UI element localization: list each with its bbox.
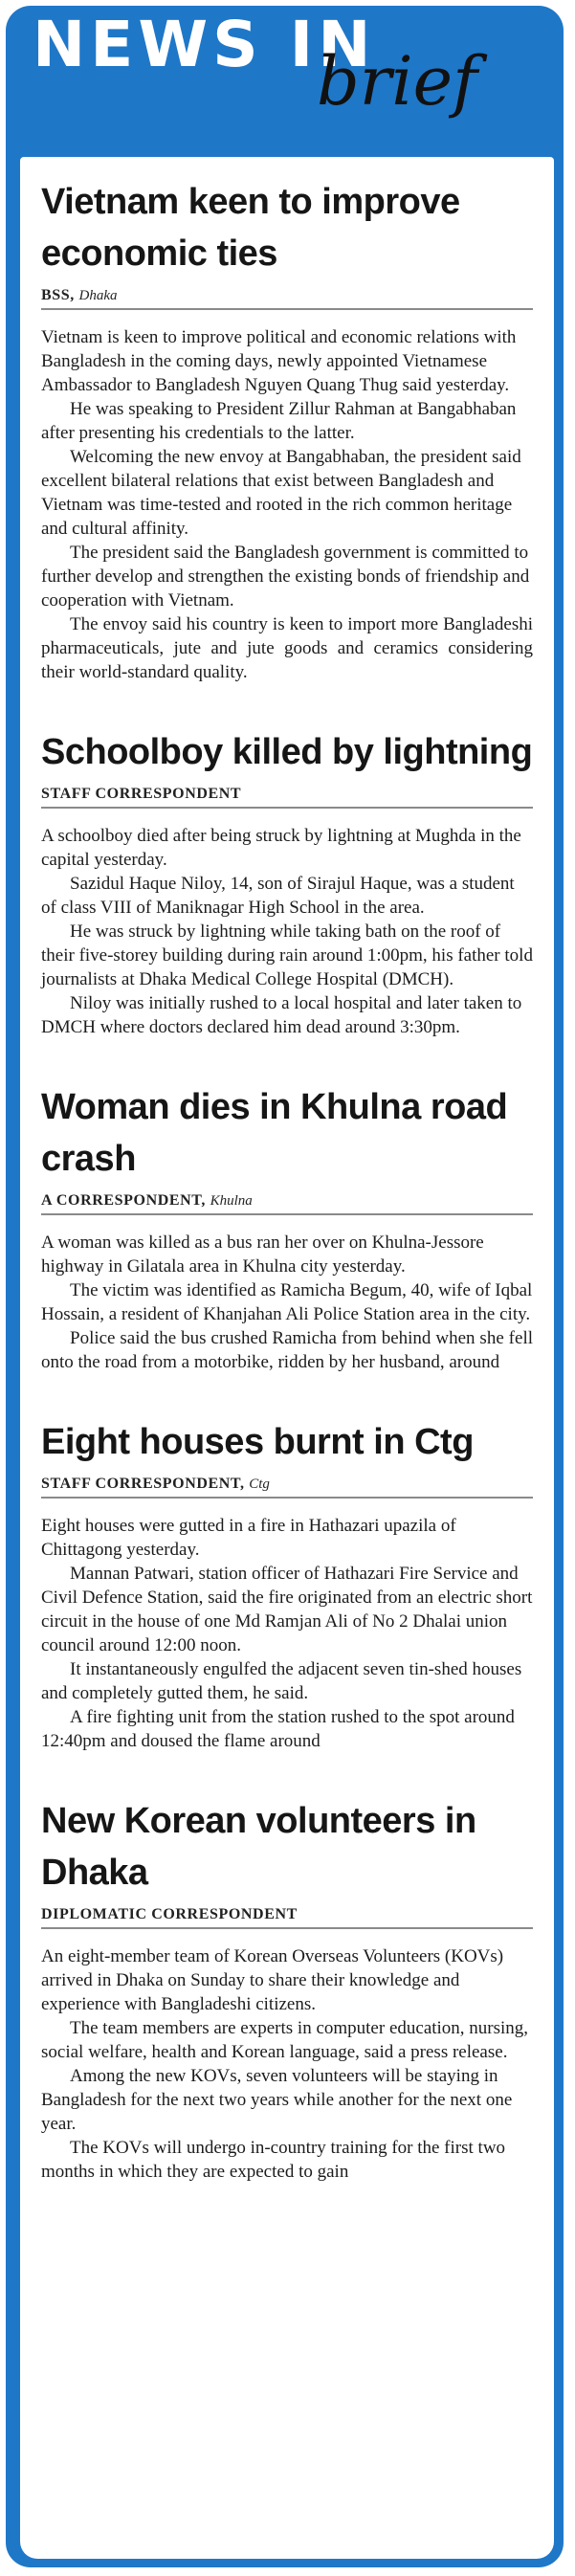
banner-subtitle: brief bbox=[317, 42, 477, 121]
byline-separator: , bbox=[70, 287, 79, 303]
byline-location: Ctg bbox=[249, 1477, 270, 1492]
story-byline bbox=[41, 1192, 533, 1215]
story-paragraph: The team members are experts in computer education, nursing, social welfare, health and Korean language, said a press release. bbox=[41, 2018, 529, 2062]
story-body bbox=[41, 1514, 533, 1753]
story-paragraph: A woman was killed as a bus ran her over on Khulna-Jessore highway in Gilatala area in Khulna city yesterday. bbox=[41, 1232, 484, 1277]
story-body bbox=[41, 1944, 533, 2184]
news-story bbox=[41, 1081, 533, 1374]
story-paragraph: The envoy said his country is keen to import more Bangladeshi pharmaceuticals, jute and jute goods and ceramics considering their world-standard quality. bbox=[41, 614, 533, 682]
story-paragraph: He was speaking to President Zillur Rahman at Bangabhaban after presenting his credentials to the latter. bbox=[41, 399, 517, 443]
story-paragraph: The victim was identified as Ramicha Begum, 40, wife of Iqbal Hossain, a resident of Khanjahan Ali Police Station area in the city. bbox=[41, 1280, 533, 1324]
story-paragraph: Vietnam is keen to improve political and economic relations with Bangladesh in the coming days, newly appointed Vietnamese Ambassador to Bangladesh Nguyen Quang Thug said yesterday. bbox=[41, 327, 517, 395]
story-byline bbox=[41, 786, 533, 809]
story-paragraph: Police said the bus crushed Ramicha from behind when she fell onto the road from a motorbike, ridden by her husband, around bbox=[41, 1328, 533, 1372]
story-paragraph: He was struck by lightning while taking bath on the roof of their five-storey building during rain around 1:00pm, his father told journalists at Dhaka Medical College Hospital (DMCH). bbox=[41, 922, 533, 989]
stories-panel bbox=[20, 157, 554, 2559]
byline-separator: , bbox=[201, 1192, 210, 1209]
stories-list bbox=[20, 157, 554, 2184]
byline-location: Khulna bbox=[210, 1193, 253, 1209]
story-paragraph: The KOVs will undergo in-country training for the first two months in which they are expected to gain bbox=[41, 2138, 506, 2182]
story-body bbox=[41, 1231, 533, 1374]
story-paragraph: Welcoming the new envoy at Bangabhaban, the president said excellent bilateral relations that exist between Bangladesh and Vietnam was time-tested and rooted in the rich common heritage and cultural affinity. bbox=[41, 447, 521, 539]
news-story bbox=[41, 1795, 533, 2184]
story-byline bbox=[41, 287, 533, 310]
story-paragraph: A schoolboy died after being struck by lightning at Mughda in the capital yesterday. bbox=[41, 826, 521, 870]
story-headline: New Korean volunteers in Dhaka bbox=[41, 1801, 476, 1893]
story-body bbox=[41, 325, 533, 684]
story-paragraph: Sazidul Haque Niloy, 14, son of Sirajul Haque, was a student of class VIII of Maniknagar High School in the area. bbox=[41, 874, 515, 918]
story-headline: Vietnam keen to improve economic ties bbox=[41, 182, 460, 274]
story-paragraph: Niloy was initially rushed to a local hospital and later taken to DMCH where doctors declared him dead around 3:30pm. bbox=[41, 993, 522, 1037]
story-byline bbox=[41, 1906, 533, 1929]
news-in-brief-frame bbox=[6, 6, 564, 2567]
banner-title: NEWS IN bbox=[33, 8, 376, 81]
news-story bbox=[41, 176, 533, 684]
story-paragraph: Eight houses were gutted in a fire in Hathazari upazila of Chittagong yesterday. bbox=[41, 1516, 456, 1560]
story-paragraph: It instantaneously engulfed the adjacent seven tin-shed houses and completely gutted them, he said. bbox=[41, 1659, 522, 1703]
story-paragraph: Among the new KOVs, seven volunteers will be staying in Bangladesh for the next two years while another for the next one year. bbox=[41, 2066, 513, 2134]
story-paragraph: A fire fighting unit from the station rushed to the spot around 12:40pm and doused the flame around bbox=[41, 1707, 515, 1751]
story-headline: Woman dies in Khulna road crash bbox=[41, 1087, 508, 1179]
news-story bbox=[41, 1416, 533, 1753]
byline-source: BSS bbox=[41, 287, 71, 303]
news-story bbox=[41, 726, 533, 1039]
story-body bbox=[41, 824, 533, 1039]
story-headline: Schoolboy killed by lightning bbox=[41, 732, 533, 772]
byline-separator: , bbox=[240, 1476, 250, 1492]
section-banner bbox=[6, 6, 564, 135]
byline-source: STAFF CORRESPONDENT bbox=[41, 786, 242, 802]
story-byline bbox=[41, 1476, 533, 1499]
story-paragraph: The president said the Bangladesh government is committed to further develop and strengthen the existing bonds of friendship and cooperation with Vietnam. bbox=[41, 543, 530, 611]
byline-source: STAFF CORRESPONDENT bbox=[41, 1476, 241, 1492]
byline-source: DIPLOMATIC CORRESPONDENT bbox=[41, 1906, 298, 1922]
story-paragraph: Mannan Patwari, station officer of Hathazari Fire Service and Civil Defence Station, said the fire originated from an electric short circuit in the house of one Md Ramjan Ali of No 2 Dhalai union council around 12:00 noon. bbox=[41, 1564, 533, 1655]
byline-location: Dhaka bbox=[78, 288, 118, 303]
byline-source: A CORRESPONDENT bbox=[41, 1192, 202, 1209]
story-headline: Eight houses burnt in Ctg bbox=[41, 1422, 474, 1462]
story-paragraph: An eight-member team of Korean Overseas Volunteers (KOVs) arrived in Dhaka on Sunday to share their knowledge and experience with Bangladeshi citizens. bbox=[41, 1946, 504, 2014]
